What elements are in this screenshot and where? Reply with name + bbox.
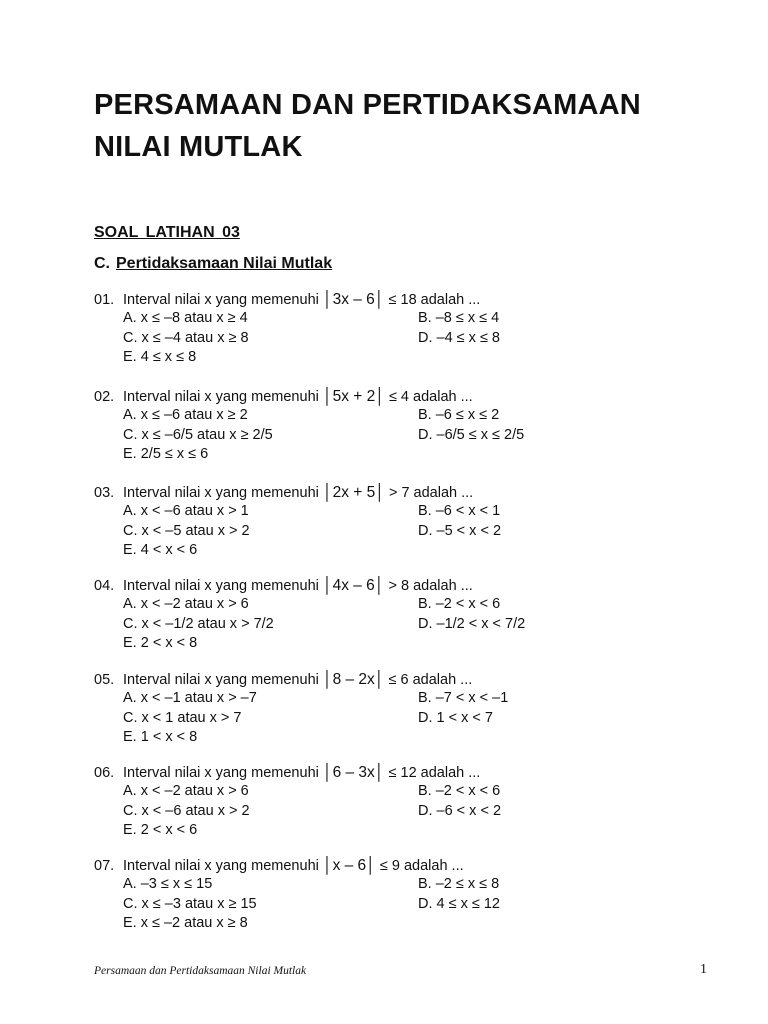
question-condition: ≤ 12 adalah ... [384, 765, 481, 781]
option-a: A. x < –2 atau x > 6 [123, 596, 249, 613]
option-e: E. 2 < x < 8 [123, 634, 198, 651]
question-expression: │8 – 2x│ [322, 671, 385, 688]
question-5 [94, 670, 714, 747]
option-b: B. –2 < x < 6 [418, 596, 501, 613]
question-number: 07. [94, 858, 115, 874]
option-a: A. –3 ≤ x ≤ 15 [123, 876, 213, 893]
question-text: Interval nilai x yang memenuhi [123, 485, 323, 501]
option-a: A. x < –1 atau x > –7 [123, 690, 257, 707]
option-d: D. –4 ≤ x ≤ 8 [418, 329, 501, 346]
question-text: Interval nilai x yang memenuhi [123, 578, 323, 594]
question-number: 02. [94, 389, 115, 405]
page-number: 1 [700, 962, 707, 977]
option-d: D. –6 < x < 2 [418, 802, 502, 819]
question-4 [94, 576, 714, 653]
option-c: C. x ≤ –4 atau x ≥ 8 [123, 329, 249, 346]
question-expression: │4x – 6│ [322, 577, 385, 594]
question-6 [94, 763, 714, 840]
section-title: Pertidaksamaan Nilai Mutlak [116, 255, 333, 272]
soal-heading: SOAL LATIHAN 03 [94, 224, 240, 241]
option-c: C. x < 1 atau x > 7 [123, 709, 242, 726]
question-number: 04. [94, 578, 115, 594]
question-7 [94, 856, 714, 933]
option-d: D. –1/2 < x < 7/2 [418, 615, 526, 632]
question-expression: │5x + 2│ [322, 388, 385, 405]
option-e: E. x ≤ –2 atau x ≥ 8 [123, 914, 248, 931]
question-expression: │3x – 6│ [322, 291, 385, 308]
section-heading [94, 255, 332, 273]
option-d: D. –6/5 ≤ x ≤ 2/5 [418, 426, 525, 443]
question-number: 03. [94, 485, 115, 501]
option-c: C. x < –5 atau x > 2 [123, 522, 250, 539]
question-number: 01. [94, 292, 115, 308]
option-d: D. 4 ≤ x ≤ 12 [418, 895, 501, 912]
option-b: B. –8 ≤ x ≤ 4 [418, 310, 500, 327]
page-title-line-2: NILAI MUTLAK [94, 131, 303, 163]
question-text: Interval nilai x yang memenuhi [123, 858, 323, 874]
question-text: Interval nilai x yang memenuhi [123, 765, 323, 781]
question-expression: │x – 6│ [322, 857, 376, 874]
page-title [94, 84, 734, 168]
question-number: 06. [94, 765, 115, 781]
option-a: A. x ≤ –6 atau x ≥ 2 [123, 407, 248, 424]
question-condition: > 7 adalah ... [384, 485, 474, 501]
option-d: D. –5 < x < 2 [418, 522, 502, 539]
option-d: D. 1 < x < 7 [418, 709, 493, 726]
option-b: B. –7 < x < –1 [418, 690, 509, 707]
option-e: E. 4 < x < 6 [123, 541, 198, 558]
option-e: E. 2/5 ≤ x ≤ 6 [123, 445, 209, 462]
option-b: B. –2 ≤ x ≤ 8 [418, 876, 500, 893]
option-a: A. x ≤ –8 atau x ≥ 4 [123, 310, 248, 327]
option-e: E. 2 < x < 6 [123, 821, 198, 838]
option-b: B. –6 ≤ x ≤ 2 [418, 407, 500, 424]
page-title-line-1: PERSAMAAN DAN PERTIDAKSAMAAN [94, 89, 641, 121]
question-condition: > 8 adalah ... [384, 578, 473, 594]
section-letter: C. [94, 255, 110, 272]
question-text: Interval nilai x yang memenuhi [123, 292, 323, 308]
option-b: B. –2 < x < 6 [418, 783, 501, 800]
option-e: E. 1 < x < 8 [123, 728, 198, 745]
option-c: C. x < –6 atau x > 2 [123, 802, 250, 819]
option-c: C. x ≤ –6/5 atau x ≥ 2/5 [123, 426, 273, 443]
option-c: C. x ≤ –3 atau x ≥ 15 [123, 895, 257, 912]
question-2 [94, 387, 714, 464]
question-number: 05. [94, 672, 115, 688]
question-3 [94, 483, 714, 560]
option-a: A. x < –2 atau x > 6 [123, 783, 249, 800]
question-text: Interval nilai x yang memenuhi [123, 389, 323, 405]
option-a: A. x < –6 atau x > 1 [123, 503, 249, 520]
question-condition: ≤ 6 adalah ... [384, 672, 473, 688]
option-e: E. 4 ≤ x ≤ 8 [123, 348, 197, 365]
footer-title: Persamaan dan Pertidaksamaan Nilai Mutlak [94, 965, 307, 977]
question-condition: ≤ 4 adalah ... [384, 389, 473, 405]
question-expression: │2x + 5│ [322, 484, 385, 501]
question-1 [94, 290, 714, 367]
option-c: C. x < –1/2 atau x > 7/2 [123, 615, 274, 632]
question-text: Interval nilai x yang memenuhi [123, 672, 323, 688]
question-expression: │6 – 3x│ [322, 764, 385, 781]
question-condition: ≤ 18 adalah ... [384, 292, 481, 308]
option-b: B. –6 < x < 1 [418, 503, 501, 520]
question-condition: ≤ 9 adalah ... [375, 858, 464, 874]
